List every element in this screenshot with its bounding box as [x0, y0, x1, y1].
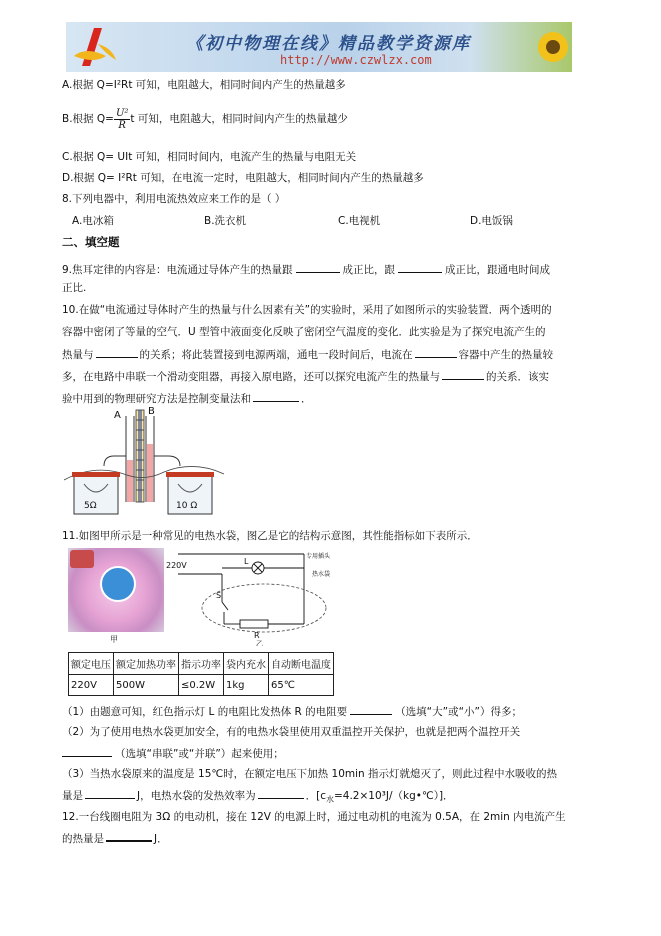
- table-cell: 1kg: [224, 675, 269, 696]
- table-header-row: [69, 653, 334, 675]
- circuit-label-s: S: [216, 591, 222, 600]
- q11-text: ．[c: [305, 790, 326, 802]
- answer-blank[interactable]: [442, 369, 484, 380]
- q8-stem: 8.下列电器中，利用电流热效应来工作的是（ ）: [62, 193, 286, 205]
- answer-blank[interactable]: [350, 704, 392, 715]
- q10-line2: 容器中密闭了等量的空气．U 型管中液面变化反映了密闭空气温度的变化．此实验是为了探究电流产生的: [62, 326, 546, 338]
- table-header-cell: 额定加热功率: [114, 653, 179, 675]
- q10-text: 容器中产生的热量较: [458, 349, 553, 361]
- q7-option-b-prefix: B.根据 Q=: [62, 113, 114, 125]
- table-row: [69, 675, 334, 696]
- q11-part1: [62, 704, 522, 719]
- q12-text: 的热量是: [62, 833, 104, 845]
- spec-table: [68, 652, 334, 696]
- q11-text: （选填“串联”或“并联”）起来使用；: [115, 748, 284, 760]
- q11-text: =4.2×10³J/（kg•℃）]．: [333, 790, 454, 802]
- q12-line2: [62, 830, 168, 846]
- q10-text: 验中用到的物理研究方法是控制变量法和: [62, 393, 251, 405]
- table-header-cell: 额定电压: [69, 653, 114, 675]
- table-header-cell: 袋内充水: [224, 653, 269, 675]
- q9-text-1: 9.焦耳定律的内容是：电流通过导体产生的热量跟: [62, 264, 293, 276]
- table-header-cell: 自动断电温度: [269, 653, 334, 675]
- answer-blank[interactable]: [85, 788, 135, 799]
- q9-line2: 正比.: [62, 282, 87, 294]
- q11-text: 量是: [62, 790, 83, 802]
- fig-label-a: A: [114, 410, 121, 421]
- q10-experiment-figure: [64, 404, 224, 518]
- site-logo-icon: [72, 26, 118, 68]
- q11-part2b: [62, 746, 284, 761]
- answer-blank[interactable]: [415, 347, 457, 358]
- q11-text: （1）由题意可知，红色指示灯 L 的电阻比发热体 R 的电阻要: [62, 706, 348, 718]
- q11-text: （选填“大”或“小”）得多；: [395, 706, 522, 718]
- fig-label-10ohm: 10 Ω: [176, 501, 198, 511]
- q11-text: J，电热水袋的发热效率为: [137, 790, 256, 802]
- banner-url[interactable]: http://www.czwlzx.com: [280, 53, 432, 67]
- formula-fraction: [114, 108, 130, 131]
- q11-part2a: （2）为了使用电热水袋更加安全，有的电热水袋里使用双重温控开关保护，也就是把两个温控开关: [62, 726, 521, 738]
- sunflower-icon: [536, 30, 570, 64]
- table-cell: ≤0.2W: [179, 675, 224, 696]
- q10-text: ．: [301, 393, 312, 405]
- answer-blank[interactable]: [106, 830, 152, 842]
- circuit-voltage-label: 220V: [166, 561, 187, 570]
- q7-option-a: A.根据 Q=I²Rt 可知，电阻越大，相同时间内产生的热量越多: [62, 79, 346, 91]
- q12-line1: 12.一台线圈电阻为 3Ω 的电动机，接在 12V 的电源上时，通过电动机的电流为 0.5A，在 2min 内电流产生: [62, 811, 566, 823]
- q11-circuit-diagram: [164, 546, 364, 646]
- q8-option-d: D.电饭锅: [470, 215, 513, 227]
- q7-option-b: [62, 106, 348, 132]
- fig-caption-jia: 甲: [110, 635, 118, 644]
- q10-text: 多，在电路中串联一个滑动变阻器，再接入原电路，还可以探究电流产生的热量与: [62, 371, 440, 383]
- answer-blank[interactable]: [258, 788, 304, 799]
- q9-text-2: 成正比，跟: [342, 264, 396, 276]
- circuit-plug-label: 专用插头: [306, 553, 331, 560]
- answer-blank[interactable]: [296, 262, 340, 273]
- fig-caption-yi: 乙: [256, 640, 263, 646]
- fig-label-5ohm: 5Ω: [84, 501, 97, 511]
- table-cell: 220V: [69, 675, 114, 696]
- q11-part3a: （3）当热水袋原来的温度是 15℃时，在额定电压下加热 10min 指示灯就熄灭了，则此过程中水吸收的热: [62, 768, 558, 780]
- photo-corner-decoration: [70, 550, 94, 568]
- q9-text-3: 成正比，跟通电时间成: [445, 264, 551, 276]
- q10-line4: [62, 369, 549, 384]
- q7-option-d: D.根据 Q= I²Rt 可知，在电流一定时，电阻越大，相同时间内产生的热量越多: [62, 172, 424, 184]
- q8-option-c: C.电视机: [338, 215, 381, 227]
- answer-blank[interactable]: [253, 391, 299, 402]
- answer-blank[interactable]: [62, 746, 112, 757]
- circuit-label-r: R: [254, 631, 260, 640]
- formula-denominator: R: [118, 119, 126, 131]
- hot-water-bag-photo: [68, 548, 164, 632]
- q10-text: 的关系；将此装置接到电源两端，通电一段时间后，电流在: [139, 349, 413, 361]
- doraemon-icon: [100, 566, 136, 602]
- q8-option-b: B.洗衣机: [204, 215, 247, 227]
- q7-option-b-suffix: t 可知，电阻越大，相同时间内产生的热量越少: [130, 113, 348, 125]
- answer-blank[interactable]: [398, 262, 442, 273]
- q11-stem: 11.如图甲所示是一种常见的电热水袋，图乙是它的结构示意图，其性能指标如下表所示．: [62, 530, 478, 542]
- fig-label-b: B: [148, 406, 155, 417]
- banner-title: 《初中物理在线》精品教学资源库: [186, 34, 471, 54]
- circuit-label-l: L: [244, 557, 249, 566]
- q10-line3: [62, 347, 553, 362]
- q10-text: 的关系．该实: [486, 371, 549, 383]
- circuit-bag-label: 热水袋: [312, 571, 331, 578]
- water-subscript: 水: [325, 795, 334, 805]
- q11-part3b: [62, 788, 454, 807]
- q12-text: J．: [154, 833, 168, 845]
- q9-line1: [62, 262, 550, 277]
- site-banner: [66, 22, 572, 72]
- q10-text: 热量与: [62, 349, 94, 361]
- q7-option-c: C.根据 Q= UIt 可知，相同时间内，电流产生的热量与电阻无关: [62, 151, 357, 163]
- q8-option-a: A.电冰箱: [72, 215, 114, 227]
- section-title: 二、填空题: [62, 235, 120, 249]
- table-cell: 500W: [114, 675, 179, 696]
- formula-numerator: U²: [115, 107, 129, 119]
- q10-line1: 10.在做“电流通过导体时产生的热量与什么因素有关”的实验时，采用了如图所示的实验装置．两个透明的: [62, 304, 552, 316]
- answer-blank[interactable]: [96, 347, 138, 358]
- table-cell: 65℃: [269, 675, 334, 696]
- table-header-cell: 指示功率: [179, 653, 224, 675]
